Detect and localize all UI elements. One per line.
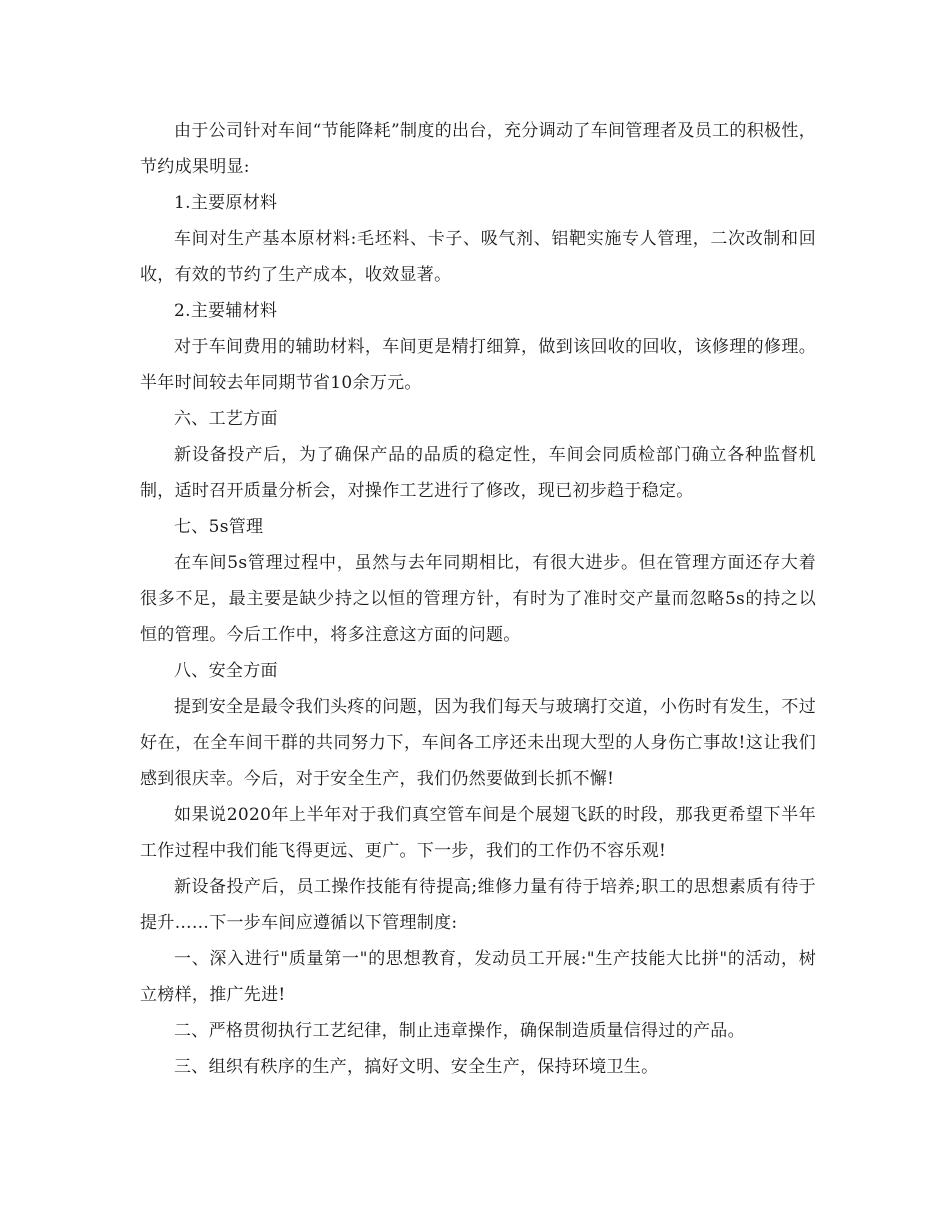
paragraph-5s-management: 在车间5s管理过程中，虽然与去年同期相比，有很大进步。但在管理方面还存大着很多不足，最主要是缺少持之以恒的管理方针，有时为了准时交产量而忽略5s的持之以恒的管理。今后工作中，将多注意这方面的问题。 bbox=[140, 553, 816, 645]
paragraph-main-materials: 车间对生产基本原材料:毛坯料、卡子、吸气剂、铝靶实施专人管理，二次改制和回收，有效的节约了生产成本，收效显著。 bbox=[140, 229, 816, 285]
list-item-quality-education: 一、深入进行"质量第一"的思想教育，发动员工开展:"生产技能大比拼"的活动，树立榜样，推广先进! bbox=[140, 949, 816, 1005]
list-item-orderly-production: 三、组织有秩序的生产，搞好文明、安全生产，保持环境卫生。 bbox=[174, 1057, 659, 1077]
paragraph-auxiliary-materials: 对于车间费用的辅助材料，车间更是精打细算，做到该回收的回收，该修理的修理。半年时间较去年同期节省10余万元。 bbox=[140, 337, 816, 393]
heading-5s-management: 七、5s管理 bbox=[174, 517, 264, 537]
paragraph-outlook: 如果说2020年上半年对于我们真空管车间是个展翅飞跃的时段，那我更希望下半年工作过程中我们能飞得更远、更广。下一步，我们的工作仍不容乐观! bbox=[140, 805, 816, 861]
heading-main-materials: 1.主要原材料 bbox=[174, 193, 278, 213]
paragraph-process: 新设备投产后，为了确保产品的品质的稳定性，车间会同质检部门确立各种监督机制，适时召开质量分析会，对操作工艺进行了修改，现已初步趋于稳定。 bbox=[140, 445, 816, 501]
list-item-process-discipline: 二、严格贯彻执行工艺纪律，制止违章操作，确保制造质量信得过的产品。 bbox=[174, 1021, 745, 1041]
heading-process: 六、工艺方面 bbox=[174, 409, 278, 429]
paragraph-intro: 由于公司针对车间“节能降耗”制度的出台，充分调动了车间管理者及员工的积极性，节约成果明显: bbox=[140, 121, 816, 177]
heading-auxiliary-materials: 2.主要辅材料 bbox=[174, 301, 278, 321]
paragraph-safety: 提到安全是最令我们头疼的问题，因为我们每天与玻璃打交道，小伤时有发生，不过好在，在全车间干群的共同努力下，车间各工序还未出现大型的人身伤亡事故!这让我们感到很庆幸。今后，对于安全生产，我们仍然要做到长抓不懈! bbox=[140, 697, 816, 789]
paragraph-next-steps: 新设备投产后，员工操作技能有待提高;维修力量有待于培养;职工的思想素质有待于提升……下一步车间应遵循以下管理制度: bbox=[140, 877, 816, 933]
document-page bbox=[140, 113, 816, 1085]
heading-safety: 八、安全方面 bbox=[174, 661, 278, 681]
